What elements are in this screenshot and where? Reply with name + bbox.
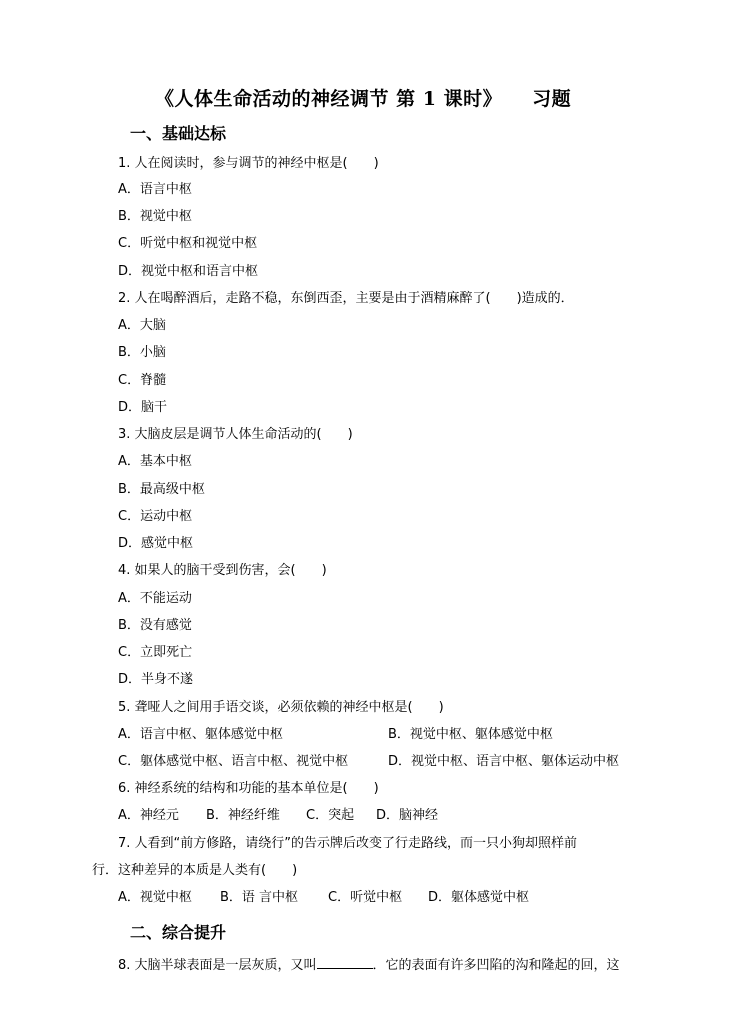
- option-d: D．感觉中枢: [118, 536, 194, 551]
- answer-blank: [317, 956, 373, 969]
- option-a: A．大脑: [118, 318, 166, 333]
- question-stem: [118, 956, 620, 975]
- option-c: C．运动中枢: [118, 509, 193, 524]
- option-a: A．神经元: [118, 808, 179, 823]
- option-d: D．视觉中枢、语言中枢、躯体运动中枢: [388, 754, 620, 769]
- question-stem: 5. 聋哑人之间用手语交谈，必须依赖的神经中枢是( ): [118, 700, 444, 715]
- option-c: C．立即死亡: [118, 645, 193, 660]
- option-d: D．半身不遂: [118, 672, 194, 687]
- title-main: 《人体生命活动的神经调节 第 1 课时》: [155, 88, 503, 110]
- question-stem-line1: 7. 人看到“前方修路，请绕行”的告示牌后改变了行走路线，而一只小狗却照样前: [118, 836, 578, 851]
- option-a: A．视觉中枢: [118, 890, 192, 905]
- option-b: B．没有感觉: [118, 618, 192, 633]
- option-b: B．神经纤维: [206, 808, 280, 823]
- question-stem: 4. 如果人的脑干受到伤害，会( ): [118, 563, 327, 578]
- option-d: D．躯体感觉中枢: [428, 890, 530, 905]
- section-heading-basic: 一、基础达标: [130, 124, 227, 143]
- option-a: A．基本中枢: [118, 454, 192, 469]
- option-c: C．听觉中枢和视觉中枢: [118, 236, 258, 251]
- question-stem: 1. 人在阅读时，参与调节的神经中枢是( ): [118, 156, 379, 171]
- section-heading-advanced: 二、综合提升: [130, 923, 227, 942]
- option-c: C．听觉中枢: [328, 890, 403, 905]
- option-d: D．视觉中枢和语言中枢: [118, 264, 259, 279]
- question-stem-line2: 行．这种差异的本质是人类有( ): [92, 863, 298, 878]
- option-b: B．语 言中枢: [220, 890, 299, 905]
- option-b: B．视觉中枢、躯体感觉中枢: [388, 727, 553, 742]
- option-c: C．突起: [306, 808, 355, 823]
- question-stem: 3. 大脑皮层是调节人体生命活动的( ): [118, 427, 353, 442]
- option-b: B．最高级中枢: [118, 482, 205, 497]
- option-d: D．脑干: [118, 400, 168, 415]
- option-a: A．语言中枢: [118, 182, 192, 197]
- option-b: B．小脑: [118, 345, 166, 360]
- option-a: A．语言中枢、躯体感觉中枢: [118, 727, 283, 742]
- question-stem-part-b: ．它的表面有许多凹陷的沟和隆起的回，这: [372, 958, 620, 973]
- option-d: D．脑神经: [376, 808, 439, 823]
- option-a: A．不能运动: [118, 591, 192, 606]
- page-title: [155, 84, 571, 111]
- option-b: B．视觉中枢: [118, 209, 192, 224]
- question-stem-part-a: 8. 大脑半球表面是一层灰质，又叫: [118, 958, 317, 973]
- question-stem: 2. 人在喝醉酒后，走路不稳，东倒西歪，主要是由于酒精麻醉了( )造成的．: [118, 291, 574, 306]
- option-c: C．脊髓: [118, 373, 167, 388]
- option-c: C．躯体感觉中枢、语言中枢、视觉中枢: [118, 754, 349, 769]
- question-stem: 6. 神经系统的结构和功能的基本单位是( ): [118, 781, 379, 796]
- title-suffix: 习题: [532, 88, 572, 110]
